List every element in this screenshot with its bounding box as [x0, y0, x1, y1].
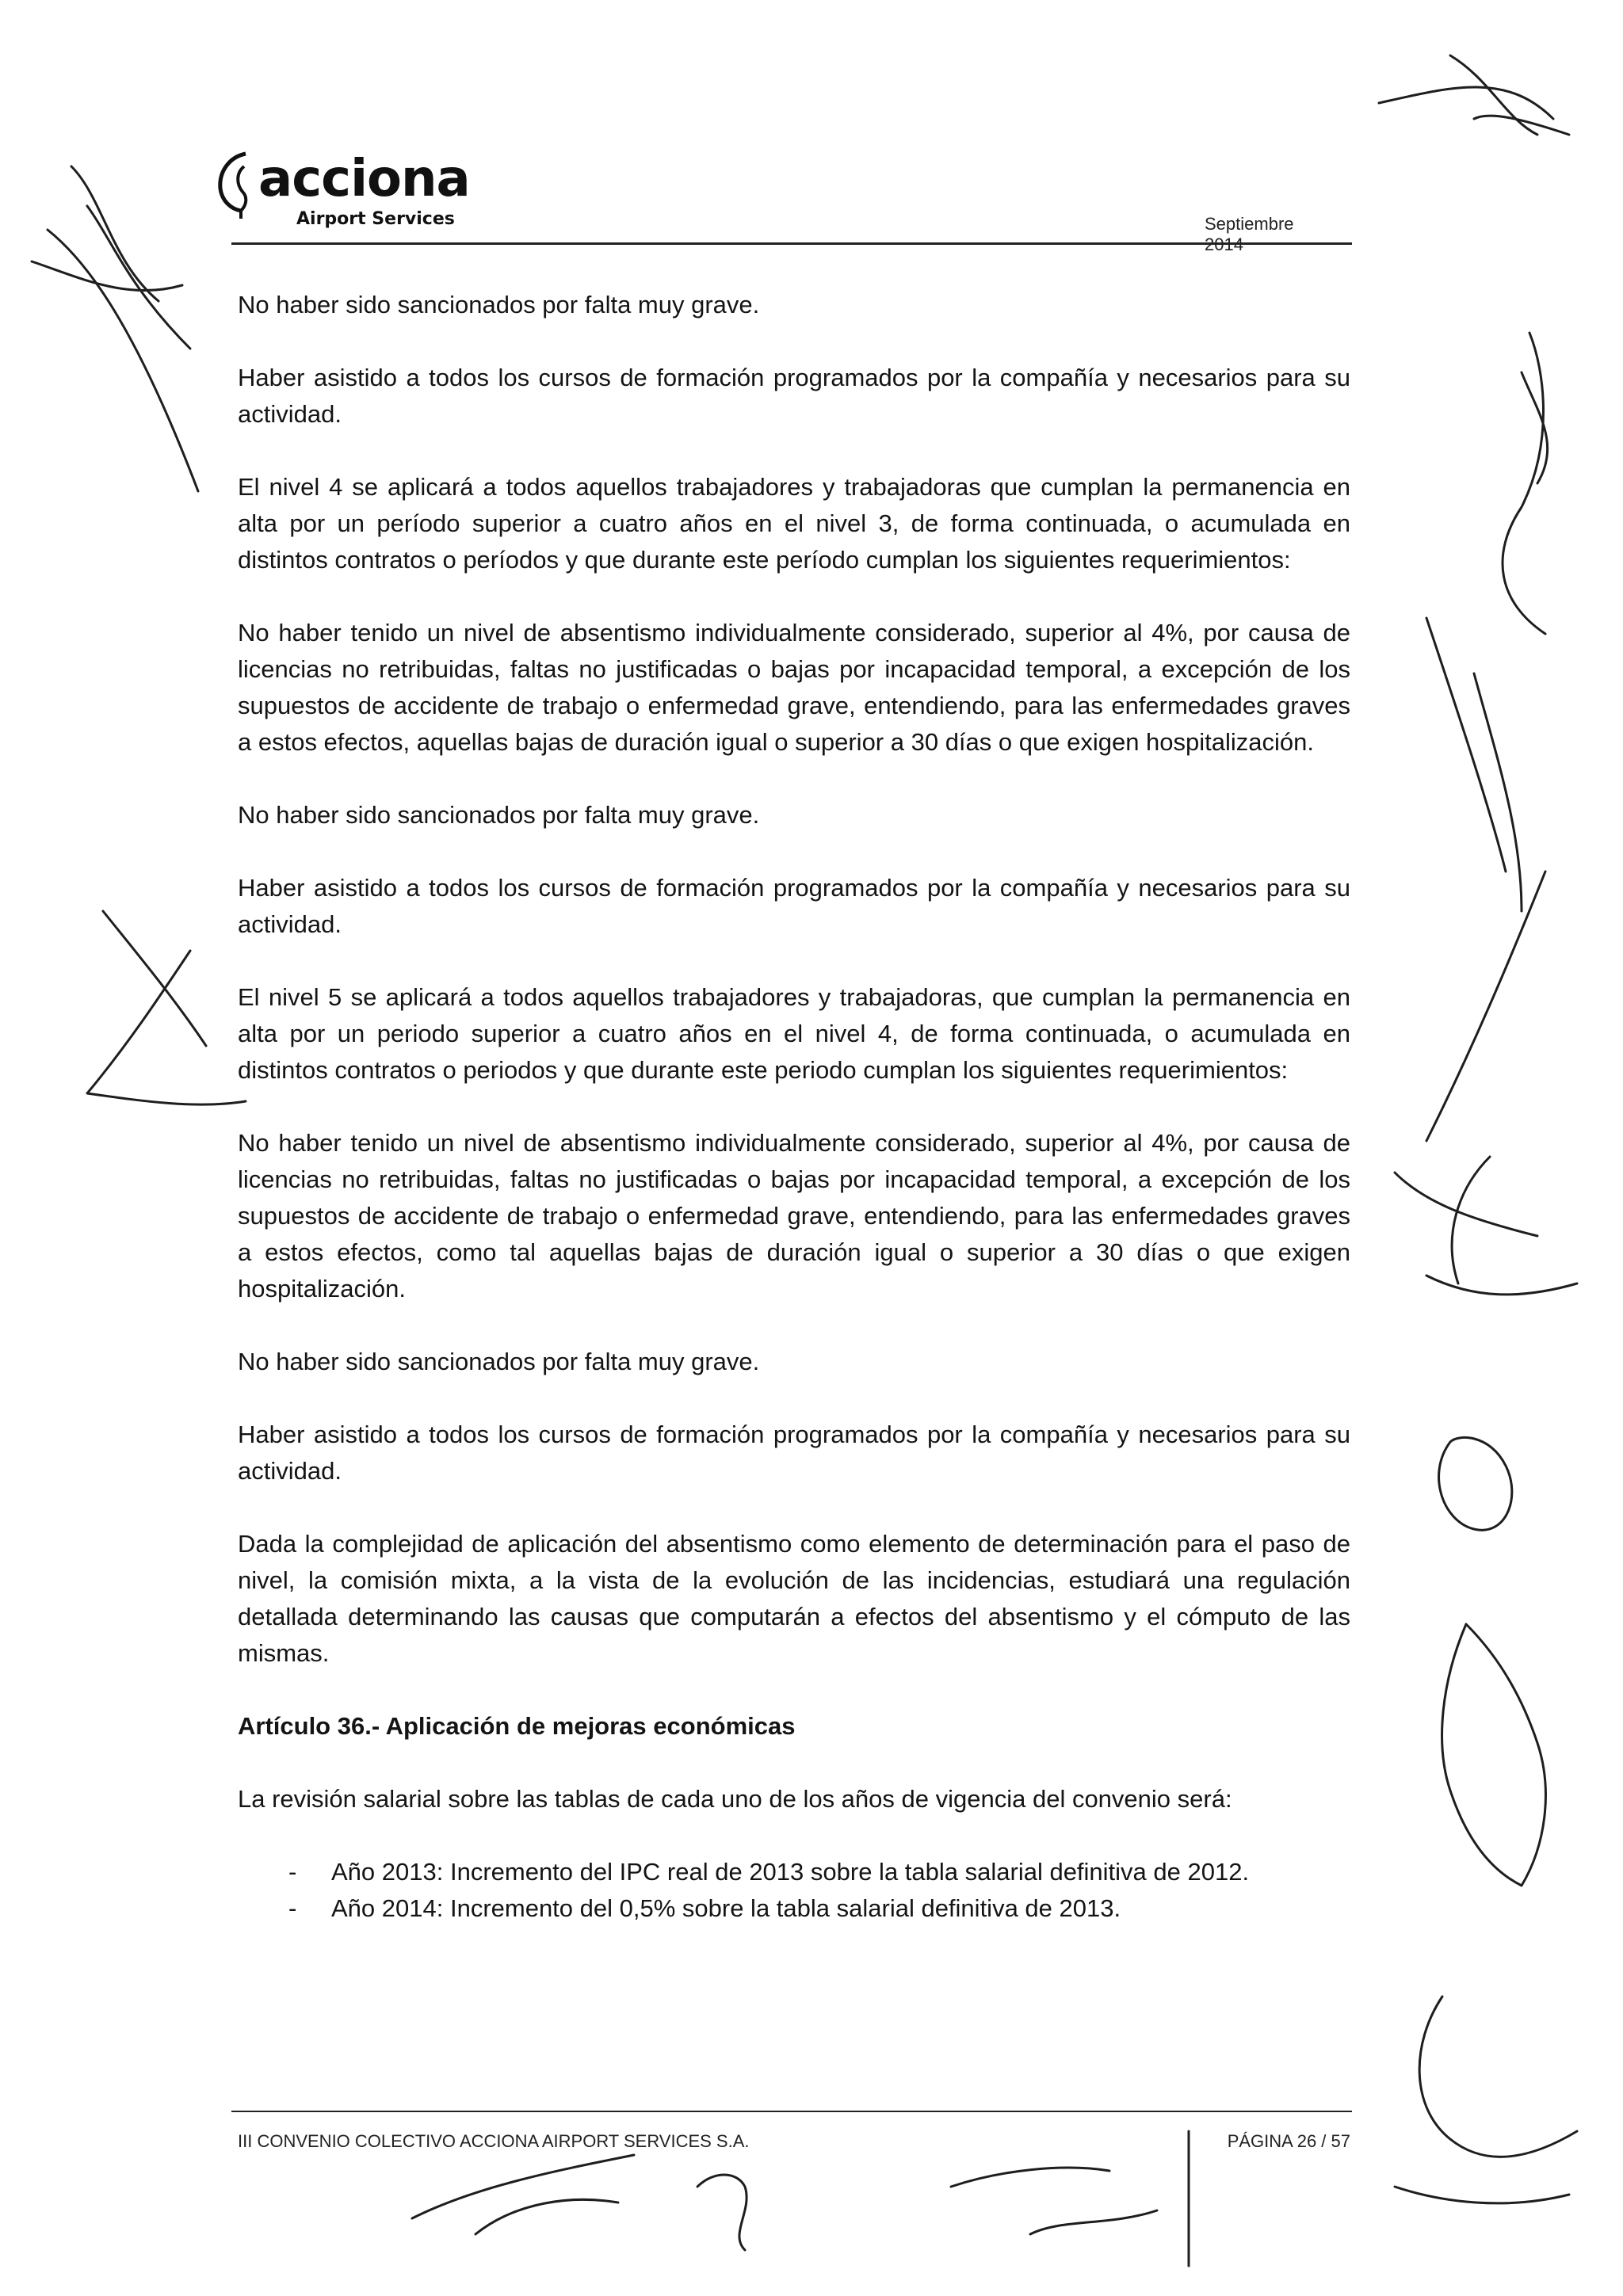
signature-right-middle: [1395, 1157, 1577, 1295]
article-intro: La revisión salarial sobre las tablas de cada uno de los años de vigencia del convenio será:: [238, 1785, 1232, 1813]
signature-bottom-left: [412, 2155, 747, 2250]
signature-top-right: [1379, 55, 1569, 135]
body-paragraph: No haber sido sancionados por falta muy grave.: [238, 1348, 760, 1375]
article-heading: Artículo 36.- Aplicación de mejoras económicas: [238, 1712, 796, 1740]
document-body: [238, 287, 1350, 1927]
body-paragraph: Dada la complejidad de aplicación del absentismo como elemento de determinación para el paso de nivel, la comisión mixta, a la vista de la evolución de las incidencias, estudiará una regulación detallada determinando las causas que computarán a efectos del absentismo y el cómputo de las mismas.: [238, 1530, 1350, 1667]
list-item: [238, 1890, 1350, 1927]
list-item-text: Año 2013: Incremento del IPC real de 2013 sobre la tabla salarial definitiva de 2012.: [331, 1858, 1250, 1886]
footer-document-title: III CONVENIO COLECTIVO ACCIONA AIRPORT SERVICES S.A.: [238, 2131, 750, 2151]
signature-left-middle: [87, 911, 246, 1104]
acciona-leaf-icon: [212, 149, 260, 220]
body-paragraph: No haber sido sancionados por falta muy grave.: [238, 801, 760, 829]
footer-divider: [231, 2111, 1352, 2112]
header-divider: [231, 242, 1352, 245]
footer-page-number: PÁGINA 26 / 57: [1227, 2131, 1350, 2151]
salary-revision-list: [238, 1854, 1350, 1927]
body-paragraph: Haber asistido a todos los cursos de formación programados por la compañía y necesarios para su actividad.: [238, 364, 1350, 428]
logo-wordmark: acciona: [258, 150, 470, 208]
header-date: Septiembre 2014: [1205, 214, 1294, 254]
signature-right-top: [1503, 333, 1548, 634]
list-item-text: Año 2014: Incremento del 0,5% sobre la tabla salarial definitiva de 2013.: [331, 1894, 1121, 1922]
signature-right-lower: [1442, 1624, 1546, 1886]
signature-top-left: [32, 166, 198, 491]
list-item: [238, 1854, 1350, 1890]
company-logo: [212, 149, 498, 236]
body-paragraph: No haber sido sancionados por falta muy grave.: [238, 291, 760, 318]
body-paragraph: El nivel 5 se aplicará a todos aquellos trabajadores y trabajadoras, que cumplan la permanencia en alta por un periodo superior a cuatro años en el nivel 4, de forma continuada, o acumulada en distintos contratos o periodos y que durante este periodo cumplan los siguientes requerimientos:: [238, 983, 1350, 1084]
body-paragraph: Haber asistido a todos los cursos de formación programados por la compañía y necesarios para su actividad.: [238, 874, 1350, 938]
logo-subtitle: Airport Services: [296, 209, 455, 229]
signature-bottom-center: [951, 2131, 1189, 2266]
body-paragraph: Haber asistido a todos los cursos de formación programados por la compañía y necesarios para su actividad.: [238, 1421, 1350, 1485]
list-marker: -: [288, 1894, 297, 1922]
signature-right-long: [1426, 618, 1545, 1141]
list-marker: -: [288, 1858, 297, 1886]
body-paragraph: No haber tenido un nivel de absentismo individualmente considerado, superior al 4%, por causa de licencias no retribuidas, faltas no justificadas o bajas por incapacidad temporal, a excepción de los supuestos de accidente de trabajo o enfermedad grave, entendiendo, para las enfermedades graves a estos efectos, aquellas bajas de duración igual o superior a 30 días o que exigen hospitalización.: [238, 619, 1350, 756]
signature-right-loop: [1439, 1437, 1512, 1530]
signature-bottom-right: [1395, 1997, 1577, 2203]
body-paragraph: El nivel 4 se aplicará a todos aquellos trabajadores y trabajadoras que cumplan la permanencia en alta por un período superior a cuatro años en el nivel 3, de forma continuada, o acumulada en distintos contratos o períodos y que durante este período cumplan los siguientes requerimientos:: [238, 473, 1350, 574]
body-paragraph: No haber tenido un nivel de absentismo individualmente considerado, superior al 4%, por causa de licencias no retribuidas, faltas no justificadas o bajas por incapacidad temporal, a excepción de los supuestos de accidente de trabajo o enfermedad grave, entendiendo, para las enfermedades graves a estos efectos, como tal aquellas bajas de duración igual o superior a 30 días o que exigen hospitalización.: [238, 1129, 1350, 1302]
